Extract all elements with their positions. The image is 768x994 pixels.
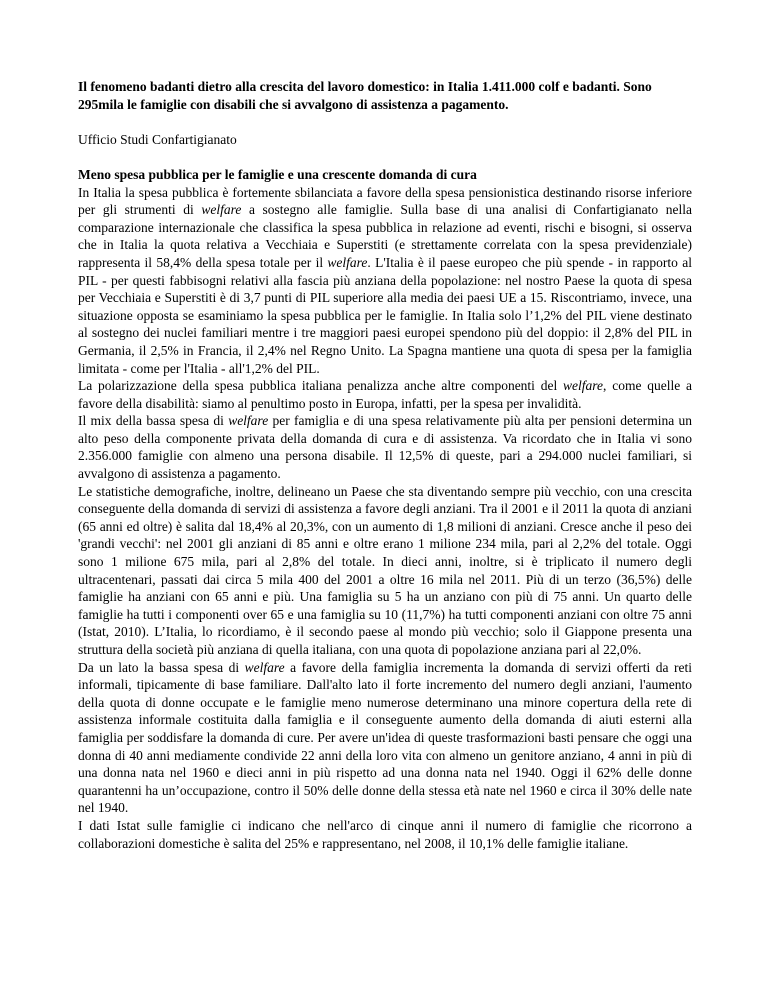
text-run: Il mix della bassa spesa di [78, 413, 229, 429]
text-run: Da un lato la bassa spesa di [78, 659, 245, 675]
text-run: La polarizzazione della spesa pubblica italiana penalizza anche altre componenti del [78, 378, 564, 394]
text-run: Le statistiche demografiche, inoltre, delineano un Paese che sta diventando sempre più vecchio, con una crescita conseguente della domanda di servizi di assistenza a favore degli anziani. Tra il 2001 e il 2011 la quota di anziani (65 anni ed oltre) è salita dal 18,4% al 20,3%, con un aumento di 1,8 milioni di anziani. Cresce anche il peso dei 'grandi vecchi': nel 2001 gli anziani di 85 anni e oltre erano 1 milione 234 mila, pari al 2,2% del totale. Oggi sono 1 milione 675 mila, pari al 2,8% del totale. In dieci anni, inoltre, si è triplicato il numero degli ultracentenari, passati dai circa 5 mila 400 del 2001 a oltre 16 mila nel 2011. Più di un terzo (36,5%) delle famiglie ha anziani con 65 anni e più. Una famiglia su 5 ha un anziano con più di 75 anni. Un quarto delle famiglie ha tutti i componenti over 65 e una famiglia su 10 (11,7%) ha tutti componenti anziani con oltre 75 anni (Istat, 2010). L’Italia, lo ricordiamo, è il secondo paese al mondo più vecchio; solo il Giappone presenta una struttura della società più anziana di quella italiana, con una quota di popolazione anziana pari al 22,0%. [78, 483, 692, 657]
text-run: , come quelle a favore della disabilità: siamo al penultimo posto in Europa, infatti, per la spesa per invalidità. [78, 378, 693, 411]
body-paragraph [78, 184, 692, 378]
italic-term: welfare [244, 659, 285, 675]
italic-term: welfare [563, 378, 604, 394]
text-run: a sostegno alle famiglie. Sulla base di una analisi di Confartigianato nella comparazione internazionale che classifica la spesa pubblica in relazione ad eventi, rischi e bisogni, si osserva che in Italia la quota relativa a Vecchiaia e Superstiti (e strettamente correlata con la spesa previdenziale) rappresenta il 58,4% della spesa totale per il [78, 202, 692, 270]
body-text [78, 184, 692, 853]
body-paragraph [78, 377, 692, 412]
text-run: In Italia la spesa pubblica è fortemente sbilanciata a favore della spesa pensionistica destinando risorse inferiore per gli strumenti di [78, 184, 692, 218]
body-paragraph [78, 483, 692, 659]
text-run: per famiglia e di una spesa relativamente più alta per pensioni determina un alto peso della componente privata della domanda di cura e di assistenza. Va ricordato che in Italia vi sono 2.356.000 famiglie con almeno una persona disabile. Il 12,5% di queste, pari a 294.000 nuclei familiari, si avvalgono di assistenza a pagamento. [78, 413, 692, 482]
text-run: a favore della famiglia incrementa la domanda di servizi offerti da reti informali, tipicamente di base familiare. Dall'alto lato il forte incremento del numero degli anziani, l'aumento della quota di donne occupate e le famiglie meno numerose determinano una minore copertura della rete di assistenza informale costituita dalla famiglia e il conseguente aumento della domanda di aiuti esterni alla famiglia per soddisfare la domanda di cure. Per avere un'idea di queste trasformazioni basti pensare che oggi una donna di 40 anni mediamente condivide 22 anni della loro vita con almeno un genitore anziano, 4 anni in più di una donna nata nel 1960 e dieci anni in più rispetto ad una donna nata nel 1940. Oggi il 62% delle donne quarantenni ha un’occupazione, contro il 50% delle donne della stessa età nate nel 1960 e circa il 30% delle nate nel 1940. [78, 659, 692, 816]
document-title: Il fenomeno badanti dietro alla crescita del lavoro domestico: in Italia 1.411.000 colf e badanti. Sono 295mila le famiglie con disabili che si avvalgono di assistenza a pagamento. [78, 79, 652, 112]
text-run: I dati Istat sulle famiglie ci indicano che nell'arco di cinque anni il numero di famiglie che ricorrono a collaborazioni domestiche è salita del 25% e rappresentano, nel 2008, il 10,1% delle famiglie italiane. [78, 817, 692, 851]
italic-term: welfare [228, 413, 269, 429]
document-page [78, 78, 692, 852]
body-paragraph [78, 817, 692, 852]
text-run: . L'Italia è il paese europeo che più spende - in rapporto al PIL - per questi fabbisogni relativi alla fascia più anziana della popolazione: nel nostro Paese la quota di spesa per Vecchiaia e Superstiti è di 3,7 punti di PIL superiore alla media dei paesi UE a 15. Riscontriamo, invece, una situazione opposta se esaminiamo la spesa pubblica per le famiglie. In Italia solo l’1,2% del PIL viene destinato al sostegno dei nuclei familiari mentre i tre maggiori paesi europei spendono più del doppio: il 2,8% del PIL in Germania, il 2,5% in Francia, il 2,4% nel Regno Unito. La Spagna mantiene una quota di spesa per la famiglia limitata - come per l'Italia - all'1,2% del PIL. [78, 254, 692, 376]
body-paragraph [78, 412, 692, 482]
italic-term: welfare [327, 254, 368, 270]
italic-term: welfare [201, 202, 242, 218]
document-author: Ufficio Studi Confartigianato [78, 131, 237, 147]
section-heading: Meno spesa pubblica per le famiglie e una crescente domanda di cura [78, 166, 477, 182]
body-paragraph [78, 659, 692, 817]
